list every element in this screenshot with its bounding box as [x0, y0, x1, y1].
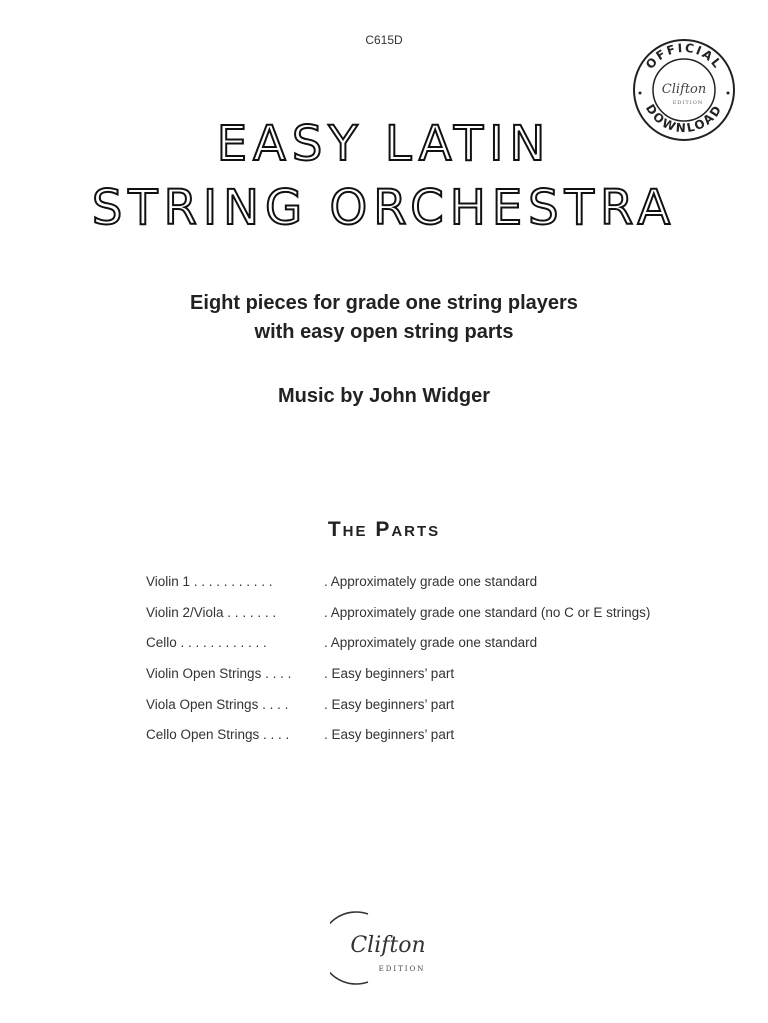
svg-text:OFFICIAL: OFFICIAL [642, 40, 726, 72]
svg-text:Clifton: Clifton [350, 933, 426, 958]
parts-list [146, 566, 650, 750]
composer-credit: Music by John Widger [277, 385, 491, 407]
part-description: . Easy beginners’ part [324, 665, 455, 681]
part-row [146, 689, 650, 720]
part-description: . Approximately grade one standard (no C or E strings) [324, 604, 651, 620]
part-instrument: Violin 1 . . . . . . . . . . . [146, 573, 273, 589]
part-instrument: Viola Open Strings . . . . [146, 696, 289, 712]
catalog-code: C615D [365, 33, 403, 47]
part-row [146, 597, 650, 628]
title-line-2: STRING ORCHESTRA [91, 180, 677, 236]
part-instrument: Cello . . . . . . . . . . . . [146, 635, 267, 651]
part-description: . Easy beginners’ part [324, 727, 455, 743]
part-row [146, 719, 650, 750]
part-row [146, 627, 650, 658]
part-row [146, 566, 650, 597]
part-description: . Approximately grade one standard [324, 573, 538, 589]
svg-text:DOWNLOAD: DOWNLOAD [642, 101, 726, 136]
part-description: . Easy beginners’ part [324, 696, 455, 712]
subtitle-line-1: Eight pieces for grade one string players [190, 292, 578, 314]
svg-text:Clifton: Clifton [661, 82, 707, 97]
clifton-edition-logo-icon [330, 908, 440, 988]
part-instrument: Violin 2/Viola . . . . . . . [146, 604, 277, 620]
parts-heading: The Parts [327, 518, 441, 541]
title-line-1: EASY LATIN [216, 116, 552, 172]
subtitle [0, 289, 768, 347]
part-row [146, 658, 650, 689]
subtitle-line-2: with easy open string parts [254, 321, 514, 343]
svg-text:EDITION: EDITION [378, 965, 426, 973]
part-instrument: Cello Open Strings . . . . [146, 727, 290, 743]
part-description: . Approximately grade one standard [324, 635, 538, 651]
part-instrument: Violin Open Strings . . . . [146, 665, 292, 681]
svg-text:EDITION: EDITION [672, 100, 704, 106]
